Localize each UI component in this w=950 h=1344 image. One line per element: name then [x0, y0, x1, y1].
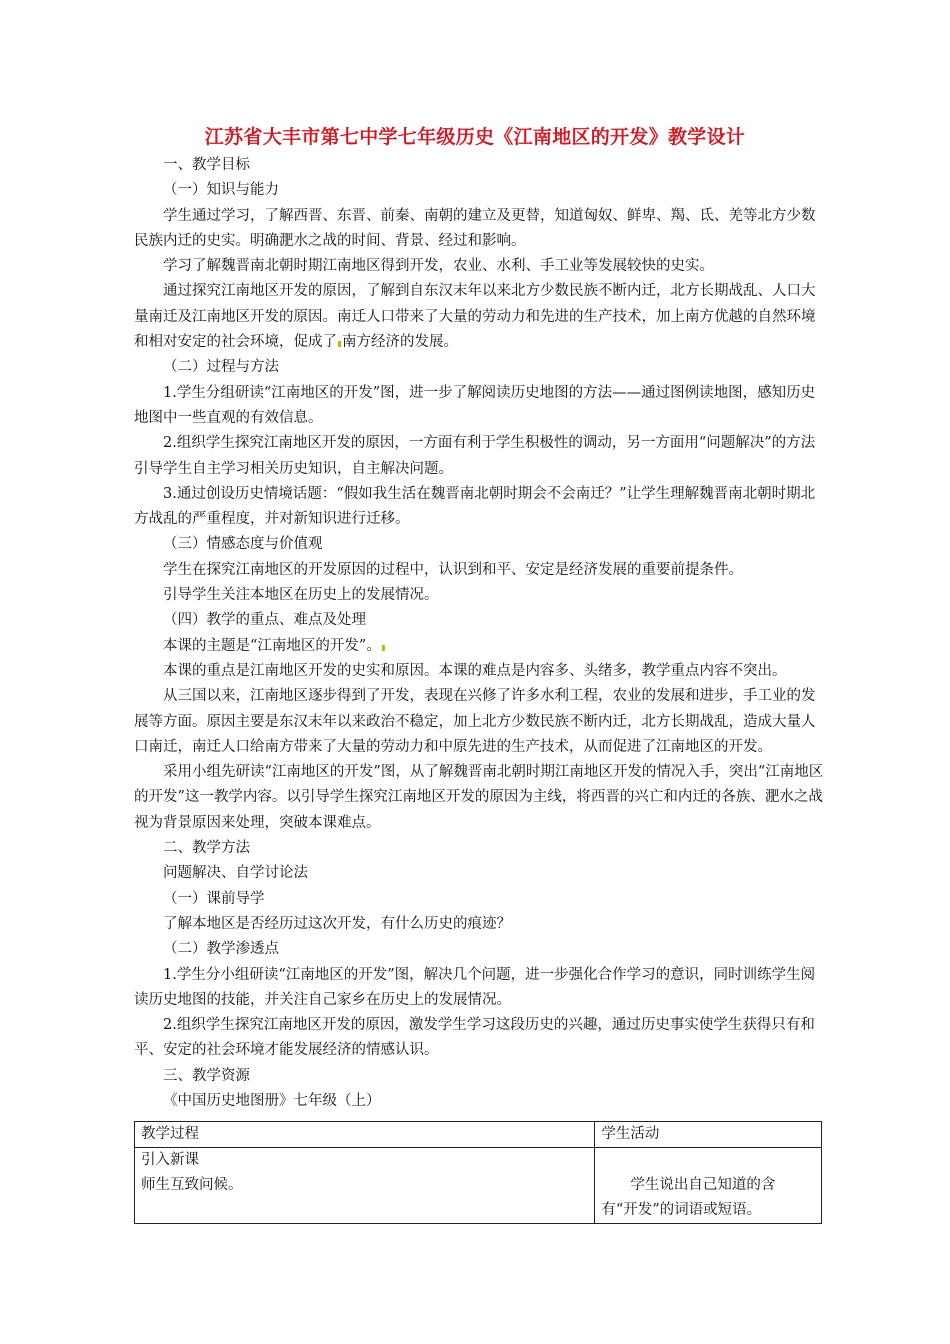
subsection-heading: （四）教学的重点、难点及处理 [163, 612, 366, 629]
paragraph: 2.组织学生探究江南地区开发的原因，激发学生学习这段历史的兴趣，通过历史事实使学生获得只有和平、安定的社会环境才能发展经济的情感认识。 [134, 1017, 815, 1059]
table-header-cell [135, 1122, 595, 1148]
paragraph: 学习了解魏晋南北朝时期江南地区得到开发，农业、水利、手工业等发展较快的史实。 [163, 258, 714, 275]
paragraph: 学生在探究江南地区的开发原因的过程中，认识到和平、安定是经济发展的重要前提条件。 [163, 561, 743, 578]
paragraph [134, 279, 824, 355]
paragraph: 本课的重点是江南地区开发的史实和原因。本课的难点是内容多、头绪多，教学重点内容不突出。 [163, 662, 787, 679]
table-cell [595, 1148, 822, 1224]
cell-line: 引入新课 [141, 1152, 199, 1168]
section-heading: 一、教学目标 [163, 157, 250, 173]
paragraph-text: 南方经济的发展。 [342, 334, 458, 351]
section-heading: 二、教学方法 [163, 840, 250, 857]
paragraph: 从三国以来，江南地区逐步得到了开发，表现在兴修了许多水利工程，农业的发展和进步，手工业的发展等方面。原因主要是东汉末年以来政治不稳定，加上北方少数民族不断内迁，北方长期战乱，造成大量人口南迁，南迁人口给南方带来了大量的劳动力和中原先进的生产技术，从而促进了江南地区的开发。 [134, 688, 816, 755]
cell-line: 有“开发”的词语或短语。 [601, 1202, 762, 1218]
table-row [135, 1148, 822, 1224]
highlight-mark [338, 341, 341, 347]
section-heading: 三、教学资源 [163, 1067, 250, 1084]
subsection-heading: （一）课前导学 [163, 890, 265, 907]
paragraph: 学生通过学习，了解西晋、东晋、前秦、南朝的建立及更替，知道匈奴、鲜卑、羯、氐、羌等北方少数民族内迁的史实。明确淝水之战的时间、背景、经过和影响。 [134, 207, 816, 249]
paragraph: 问题解决、自学讨论法 [163, 865, 308, 882]
paragraph: 《中国历史地图册》七年级（上） [163, 1092, 381, 1109]
paragraph [134, 634, 824, 659]
cell-line: 学生说出自己知道的含 [630, 1177, 776, 1193]
document-body [134, 153, 824, 1114]
header-teaching-process: 教学过程 [141, 1126, 199, 1142]
paragraph: 1.学生分小组研读“江南地区的开发”图，解决几个问题，进一步强化合作学习的意识，同时训练学生阅读历史地图的技能，并关注自己家乡在历史上的发展情况。 [134, 966, 816, 1008]
subsection-heading: （一）知识与能力 [163, 182, 279, 199]
paragraph-text: 本课的主题是“江南地区的开发”。 [163, 637, 381, 654]
subsection-heading: （三）情感态度与价值观 [163, 536, 323, 553]
table-header-cell [595, 1122, 822, 1148]
paragraph: 2.组织学生探究江南地区开发的原因，一方面有利于学生积极性的调动，另一方面用“问题解决”的方法引导学生自主学习相关历史知识，自主解决问题。 [134, 435, 816, 477]
paragraph: 3.通过创设历史情境话题：“假如我生活在魏晋南北朝时期会不会南迁？”让学生理解魏晋南北朝时期北方战乱的严重程度，并对新知识进行迁移。 [134, 485, 816, 528]
subsection-heading: （二）教学渗透点 [163, 941, 279, 958]
highlight-mark [382, 645, 385, 651]
paragraph: 采用小组先研读“江南地区的开发”图，从了解魏晋南北朝时期江南地区开发的情况入手，突出“江南地区的开发”这一教学内容。以引导学生探究江南地区开发的原因为主线，将西晋的兴亡和内迁的各族、淝水之战视为背景原因来处理，突破本课难点。 [134, 764, 824, 831]
cell-line: 师生互致问候。 [141, 1177, 243, 1193]
header-student-activity: 学生活动 [601, 1126, 660, 1142]
paragraph-text: 通过探究江南地区开发的原因，了解到自东汉末年以来北方少数民族不断内迁，北方长期战乱、人口大量南迁及江南地区开发的原因。南迁人口带来了大量的劳动力和先进的生产技术，加上南方优越的自然环境和相对安定的社会环境，促成了 [134, 283, 816, 351]
subsection-heading: （二）过程与方法 [163, 359, 279, 376]
table-cell [135, 1148, 595, 1224]
document-title: 江苏省大丰市第七中学七年级历史《江南地区的开发》教学设计 [204, 126, 746, 148]
paragraph: 了解本地区是否经历过这次开发，有什么历史的痕迹？ [163, 915, 511, 932]
paragraph: 1.学生分组研读“江南地区的开发”图，进一步了解阅读历史地图的方法——通过图例读地图，感知历史地图中一些直观的有效信息。 [134, 384, 816, 426]
teaching-process-table [134, 1121, 822, 1224]
table-header-row [135, 1122, 822, 1148]
paragraph: 引导学生关注本地区在历史上的发展情况。 [163, 587, 439, 604]
